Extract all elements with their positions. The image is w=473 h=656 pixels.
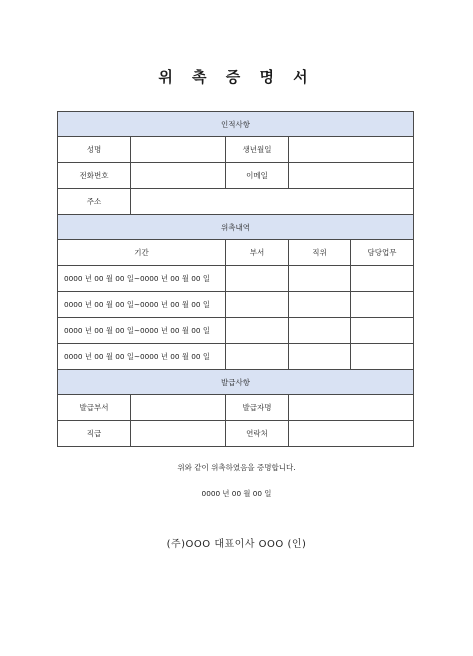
dept-cell[interactable] [226, 344, 289, 370]
birth-field[interactable] [289, 137, 414, 163]
table-row [58, 344, 414, 370]
birth-label: 생년월일 [226, 137, 289, 163]
document-title: 위 촉 증 명 서 [158, 68, 315, 86]
name-field[interactable] [131, 137, 226, 163]
email-label: 이메일 [226, 163, 289, 189]
address-field[interactable] [131, 189, 414, 215]
rank-field[interactable] [131, 421, 226, 447]
duty-cell[interactable] [351, 344, 414, 370]
period-cell[interactable]: 0000 년 00 월 00 일~0000 년 00 월 00 일 [58, 318, 226, 344]
section-appointment-title: 위촉내역 [58, 215, 414, 240]
issuing-dept-field[interactable] [131, 395, 226, 421]
contact-field[interactable] [289, 421, 414, 447]
section-personal-title: 인적사항 [58, 112, 414, 137]
table-row [58, 292, 414, 318]
period-cell[interactable]: 0000 년 00 월 00 일~0000 년 00 월 00 일 [58, 266, 226, 292]
dept-cell[interactable] [226, 318, 289, 344]
position-cell[interactable] [289, 266, 351, 292]
rank-label: 직급 [58, 421, 131, 447]
period-cell[interactable]: 0000 년 00 월 00 일~0000 년 00 월 00 일 [58, 292, 226, 318]
position-cell[interactable] [289, 292, 351, 318]
header-position: 직위 [289, 240, 351, 266]
table-row [58, 318, 414, 344]
header-dept: 부서 [226, 240, 289, 266]
issuer-name-field[interactable] [289, 395, 414, 421]
issue-date: 0000 년 00 월 00 일 [201, 489, 272, 498]
section-issuance-title: 발급사항 [58, 370, 414, 395]
position-cell[interactable] [289, 344, 351, 370]
address-label: 주소 [58, 189, 131, 215]
header-period: 기간 [58, 240, 226, 266]
issuing-dept-label: 발급부서 [58, 395, 131, 421]
issuer-name-label: 발급자명 [226, 395, 289, 421]
certification-statement: 위와 같이 위촉하였음을 증명합니다. [177, 463, 296, 472]
phone-label: 전화번호 [58, 163, 131, 189]
table-row [58, 266, 414, 292]
duty-cell[interactable] [351, 292, 414, 318]
name-label: 성명 [58, 137, 131, 163]
position-cell[interactable] [289, 318, 351, 344]
period-cell[interactable]: 0000 년 00 월 00 일~0000 년 00 월 00 일 [58, 344, 226, 370]
signature-line: (주)OOO 대표이사 OOO (인) [166, 539, 307, 550]
duty-cell[interactable] [351, 318, 414, 344]
contact-label: 연락처 [226, 421, 289, 447]
certificate-table [57, 111, 414, 447]
dept-cell[interactable] [226, 266, 289, 292]
dept-cell[interactable] [226, 292, 289, 318]
duty-cell[interactable] [351, 266, 414, 292]
email-field[interactable] [289, 163, 414, 189]
phone-field[interactable] [131, 163, 226, 189]
header-duty: 담당업무 [351, 240, 414, 266]
